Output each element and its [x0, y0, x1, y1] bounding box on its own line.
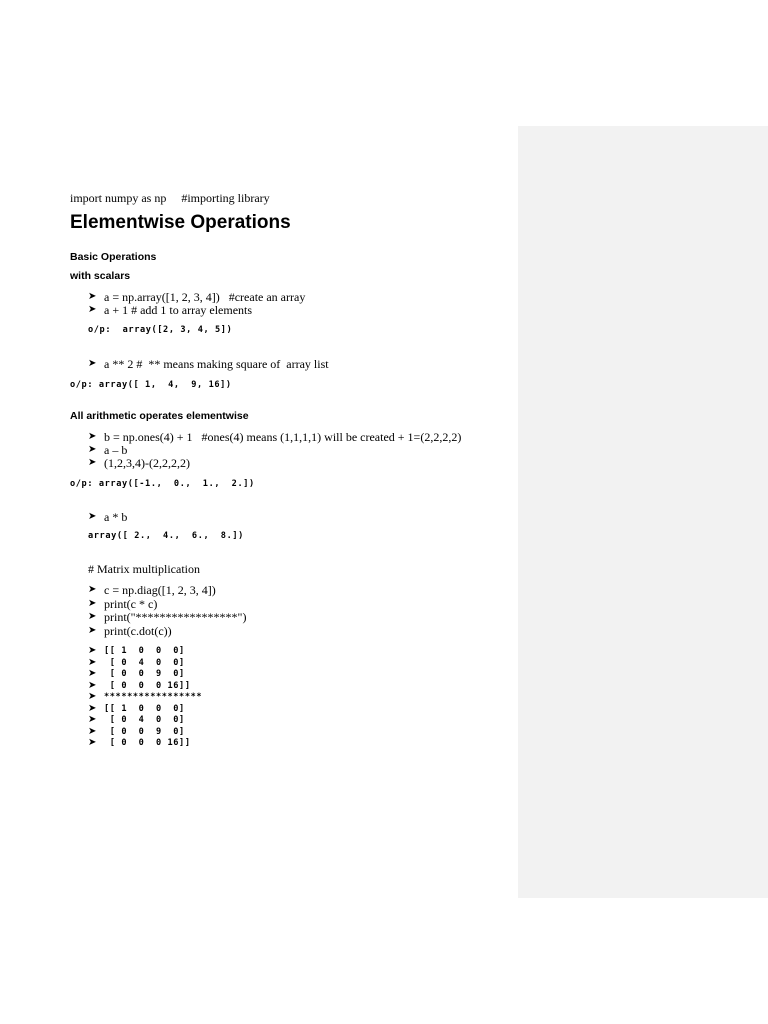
- bullet-arrow-icon: ➤: [88, 668, 97, 679]
- list-item: a ** 2 # ** means making square of array list: [104, 357, 329, 371]
- matrix-output-line: [ 0 0 0 16]]: [104, 738, 191, 748]
- list-item: print("*****************"): [104, 610, 247, 624]
- matrix-output-line: [ 0 4 0 0]: [104, 715, 185, 725]
- bullet-arrow-icon: ➤: [88, 679, 97, 691]
- bullet-arrow-icon: ➤: [88, 737, 97, 748]
- matrix-comment: # Matrix multiplication: [88, 562, 200, 576]
- list-item: a – b: [104, 443, 128, 457]
- page-title: Elementwise Operations: [70, 212, 291, 233]
- list-item: c = np.diag([1, 2, 3, 4]): [104, 583, 216, 597]
- bullet-arrow-icon: ➤: [88, 291, 97, 302]
- matrix-output-line: [[ 1 0 0 0]: [104, 646, 185, 656]
- list-item: print(c.dot(c)): [104, 624, 172, 638]
- bullet-arrow-icon: ➤: [88, 714, 97, 725]
- bullet-arrow-icon: ➤: [88, 444, 97, 455]
- bullet-arrow-icon: ➤: [88, 598, 97, 609]
- list-item: (1,2,3,4)-(2,2,2,2): [104, 456, 190, 470]
- bullet-arrow-icon: ➤: [88, 611, 97, 622]
- list-item: a + 1 # add 1 to array elements: [104, 303, 253, 317]
- bullet-arrow-icon: ➤: [88, 702, 97, 714]
- code-output: o/p: array([ 1, 4, 9, 16]): [70, 380, 232, 390]
- bullet-arrow-icon: ➤: [88, 725, 97, 737]
- matrix-output-line: [ 0 0 9 0]: [104, 669, 185, 679]
- code-output: o/p: array([-1., 0., 1., 2.]): [70, 479, 255, 489]
- bullet-arrow-icon: ➤: [88, 645, 97, 656]
- matrix-output-line: [ 0 0 0 16]]: [104, 680, 191, 691]
- bullet-arrow-icon: ➤: [88, 431, 97, 442]
- matrix-output-line: [ 0 0 9 0]: [104, 726, 185, 737]
- bullet-arrow-icon: ➤: [88, 656, 97, 668]
- with-scalars-heading: with scalars: [70, 270, 131, 282]
- comment-margin-pane: [518, 126, 768, 898]
- arithmetic-heading: All arithmetic operates elementwise: [70, 410, 249, 422]
- matrix-output-line: [[ 1 0 0 0]: [104, 703, 185, 714]
- list-item: print(c * c): [104, 597, 158, 611]
- code-output: array([ 2., 4., 6., 8.]): [88, 531, 244, 541]
- bullet-arrow-icon: ➤: [88, 584, 97, 595]
- bullet-arrow-icon: ➤: [88, 457, 97, 468]
- list-item: b = np.ones(4) + 1 #ones(4) means (1,1,1,1) will be created + 1=(2,2,2,2): [104, 430, 462, 444]
- bullet-arrow-icon: ➤: [88, 304, 97, 315]
- list-item: a = np.array([1, 2, 3, 4]) #create an array: [104, 290, 306, 304]
- import-line: import numpy as np #importing library: [70, 191, 270, 205]
- bullet-arrow-icon: ➤: [88, 511, 97, 522]
- bullet-arrow-icon: ➤: [88, 625, 97, 636]
- basic-operations-heading: Basic Operations: [70, 251, 157, 263]
- bullet-arrow-icon: ➤: [88, 358, 97, 369]
- bullet-arrow-icon: ➤: [88, 691, 97, 702]
- matrix-output-line: *****************: [104, 692, 203, 702]
- code-output: o/p: array([2, 3, 4, 5]): [88, 325, 233, 335]
- list-item: a * b: [104, 510, 128, 524]
- matrix-output-line: [ 0 4 0 0]: [104, 657, 185, 668]
